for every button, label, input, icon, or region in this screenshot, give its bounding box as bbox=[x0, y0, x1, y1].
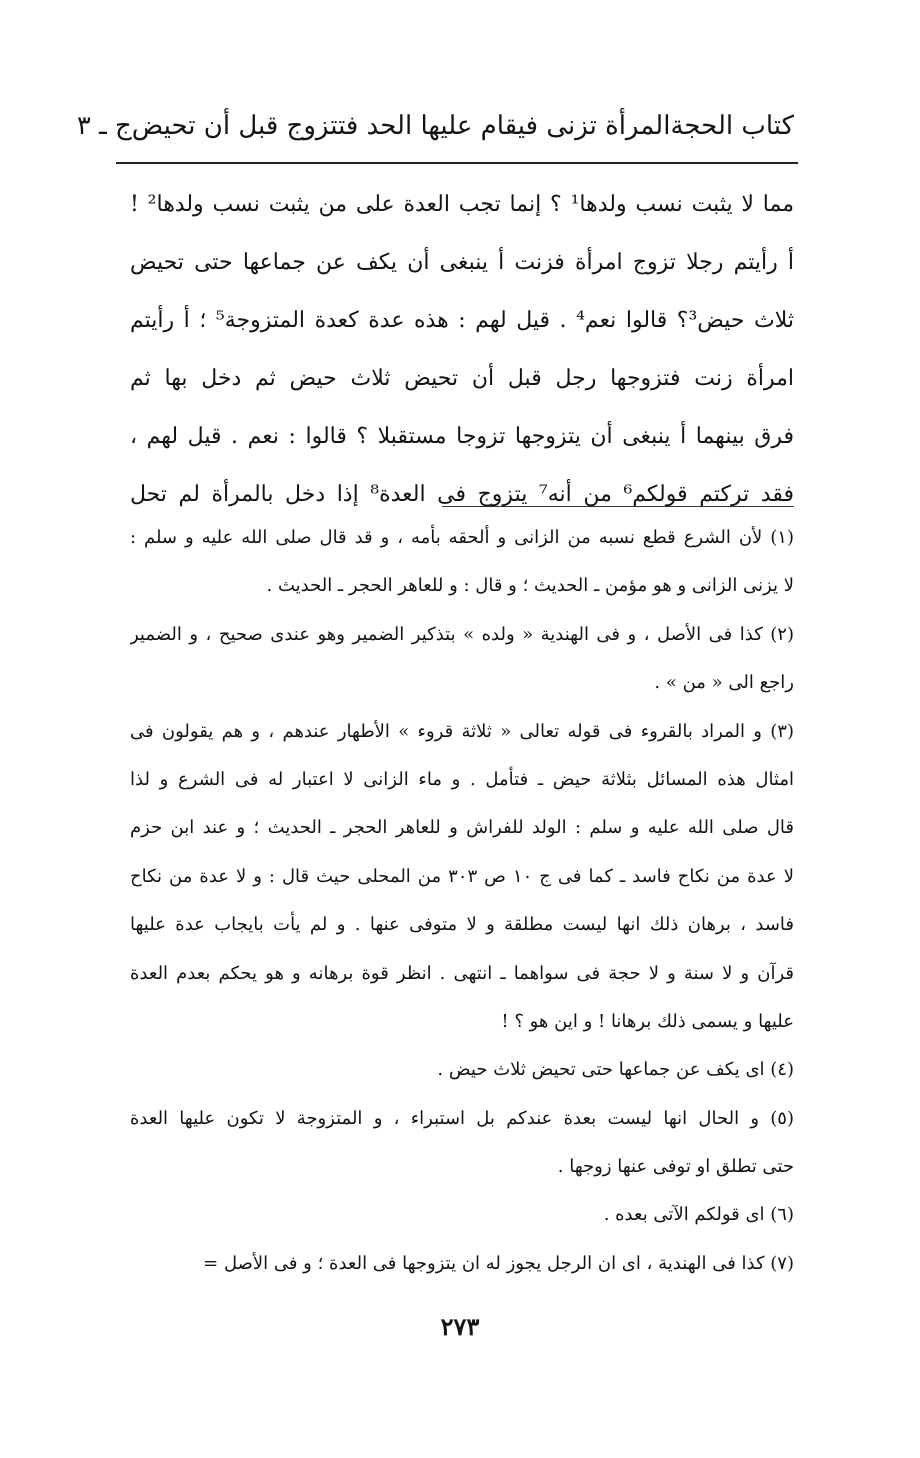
text-line: ثلاث حيض³؟ قالوا نعم⁴ . قيل لهم : هذه عدة كعدة المتزوجة⁵ ؛ أ رأيتم bbox=[130, 308, 794, 333]
footnote-line: راجع الى « من » . bbox=[654, 672, 794, 694]
text-line: فرق بينهما أ ينبغى أن يتزوجها تزوجا مستقبلا ؟ قالوا : نعم . قيل لهم ، bbox=[130, 424, 794, 449]
volume-label: ج ـ ٣ bbox=[76, 111, 132, 141]
footnote-line: فاسد ، برهان ذلك انها ليست مطلقة و لا متوفى عنها . و لم يأت بايجاب عدة عليها bbox=[130, 914, 794, 936]
footnote-line: (٧) كذا فى الهندية ، اى ان الرجل يجوز له ان يتزوجها فى العدة ؛ و فى الأصل = bbox=[203, 1252, 794, 1274]
text-line: مما لا يثبت نسب ولدها¹ ؟ إنما تجب العدة على من يثبت نسب ولدها² ! bbox=[130, 192, 794, 217]
footnotes bbox=[130, 514, 794, 1288]
footnote-line: قال صلى الله عليه و سلم : الولد للفراش و للعاهر الحجر ـ الحديث ؛ و عند ابن حزم bbox=[130, 817, 794, 839]
main-text bbox=[130, 176, 794, 524]
footnote-line: قرآن و لا سنة و لا حجة فى سواهما ـ انتهى . انظر قوة برهانه و هو يحكم بعدم العدة bbox=[130, 962, 794, 984]
header-rule bbox=[116, 162, 798, 164]
page-number: ٢٧٣ bbox=[440, 1312, 480, 1341]
footnote-line: لا يزنى الزانى و هو مؤمن ـ الحديث ؛ و قال : و للعاهر الحجر ـ الحديث . bbox=[266, 575, 794, 597]
footnote-line: (٥) و الحال انها ليست بعدة عندكم بل استبراء ، و المتزوجة لا تكون عليها العدة bbox=[130, 1107, 794, 1129]
chapter-title: المرأة تزنى فيقام عليها الحد فتتزوج قبل أن تحيض bbox=[131, 111, 671, 141]
text-line: فقد تركتم قولكم⁶ من أنه⁷ يتزوج فى العدة⁸ إذا دخل بالمرأة لم تحل bbox=[130, 482, 794, 507]
book-title: كتاب الحجة bbox=[670, 111, 794, 141]
footnote-line: لا عدة من نكاح فاسد ـ كما فى ج ١٠ ص ٣٠٣ من المحلى حيث قال : و لا عدة من نكاح bbox=[130, 865, 794, 887]
text-line: امرأة زنت فتزوجها رجل قبل أن تحيض ثلاث حيض ثم دخل بها ثم bbox=[130, 366, 794, 391]
footnote-line: امثال هذه المسائل بثلاثة حيض ـ فتأمل . و ماء الزانى لا اعتبار له فى الشرع و لذا bbox=[130, 768, 794, 790]
footnote-line: (٦) اى قولكم الآتى بعده . bbox=[603, 1204, 794, 1226]
footnote-separator bbox=[442, 506, 794, 507]
footnote-line: حتى تطلق او توفى عنها زوجها . bbox=[557, 1156, 794, 1178]
footnote-line: (٢) كذا فى الأصل ، و فى الهندية « ولده » بتذكير الضمير وهو عندى صحيح ، و الضمير bbox=[130, 623, 794, 645]
footnote-line: (١) لأن الشرع قطع نسبه من الزانى و ألحقه بأمه ، و قد قال صلى الله عليه و سلم : bbox=[130, 527, 794, 548]
running-header bbox=[76, 104, 794, 148]
footnote-line: عليها و يسمى ذلك برهانا ! و اين هو ؟ ! bbox=[501, 1010, 794, 1032]
footnote-line: (٣) و المراد بالقروء فى قوله تعالى « ثلاثة قروء » الأطهار عندهم ، و هم يقولون فى bbox=[130, 720, 794, 742]
text-line: أ رأيتم رجلا تزوج امرأة فزنت أ ينبغى أن يكف عن جماعها حتى تحيض bbox=[130, 250, 794, 275]
footnote-line: (٤) اى يكف عن جماعها حتى تحيض ثلاث حيض . bbox=[437, 1059, 794, 1081]
